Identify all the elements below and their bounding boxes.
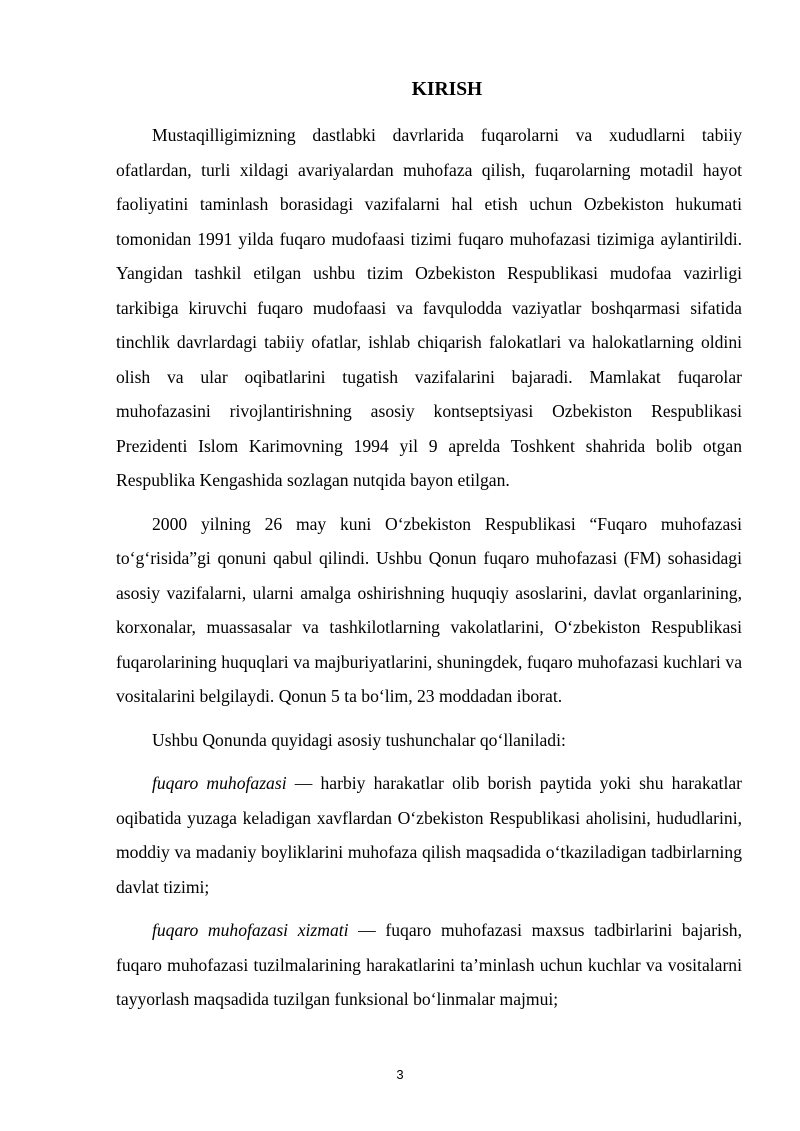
- definition-civil-protection-service: [116, 913, 742, 1017]
- definition-term: fuqaro muhofazasi: [152, 773, 287, 793]
- paragraph-concepts: Ushbu Qonunda quyidagi asosiy tushunchalar qo‘llaniladi:: [152, 729, 566, 750]
- document-body: [116, 118, 742, 1026]
- definition-term: fuqaro muhofazasi xizmati: [152, 920, 349, 940]
- definition-text: — harbiy harakatlar olib borish paytida yoki shu harakatlar oqibatida yuzaga keladigan xavflardan O‘zbekiston Respublikasi aholisini, hududlarini, moddiy va madaniy boyliklarini muhofaza qilish maqsadida o‘tkaziladigan tadbirlarning davlat tizimi;: [116, 773, 743, 897]
- definition-text: — fuqaro muhofazasi maxsus tadbirlarini bajarish, fuqaro muhofazasi tuzilmalarining harakatlarini ta’minlash uchun kuchlar va vositalarni tayyorlash maqsadida tuzilgan funksional bo‘linmalar majmui;: [116, 920, 742, 1009]
- definition-civil-protection: [116, 766, 742, 904]
- page-title: KIRISH: [411, 79, 483, 100]
- page-number: 3: [396, 1067, 404, 1082]
- paragraph-intro: Mustaqilligimizning dastlabki davrlarida fuqarolarni va xududlarni tabiiy ofatlardan, turli xildagi avariyalardan muhofaza qilish, fuqarolarning motadil hayot faoliyatini taminlash borasidagi vazifalarni hal etish uchun Ozbekiston hukumati tomonidan 1991 yilda fuqaro mudofaasi tizimi fuqaro muhofazasi tizimiga aylantirildi. Yangidan tashkil etilgan ushbu tizim Ozbekiston Respublikasi mudofaa vazirligi tarkibiga kiruvchi fuqaro mudofaasi va favqulodda vaziyatlar boshqarmasi sifatida tinchlik davrlardagi tabiiy ofatlar, ishlab chiqarish falokatlari va halokatlarning oldini olish va ular oqibatlarini tugatish vazifalarini bajaradi. Mamlakat fuqarolar muhofazasini rivojlantirishning asosiy kontseptsiyasi Ozbekiston Respublikasi Prezidenti Islom Karimovning 1994 yil 9 aprelda Toshkent shahrida bolib otgan Respublika Kengashida sozlagan nutqida bayon etilgan.: [116, 125, 742, 490]
- paragraph-law: 2000 yilning 26 may kuni O‘zbekiston Respublikasi “Fuqaro muhofazasi to‘g‘risida”gi qonuni qabul qilindi. Ushbu Qonun fuqaro muhofazasi (FM) sohasidagi asosiy vazifalarni, ularni amalga oshirishning huquqiy asoslarini, davlat organlarining, korxonalar, muassasalar va tashkilotlarning vakolatlarini, O‘zbekiston Respublikasi fuqarolarining huquqlari va majburiyatlarini, shuningdek, fuqaro muhofazasi kuchlari va vositalarini belgilaydi. Qonun 5 ta bo‘lim, 23 moddadan iborat.: [116, 513, 742, 706]
